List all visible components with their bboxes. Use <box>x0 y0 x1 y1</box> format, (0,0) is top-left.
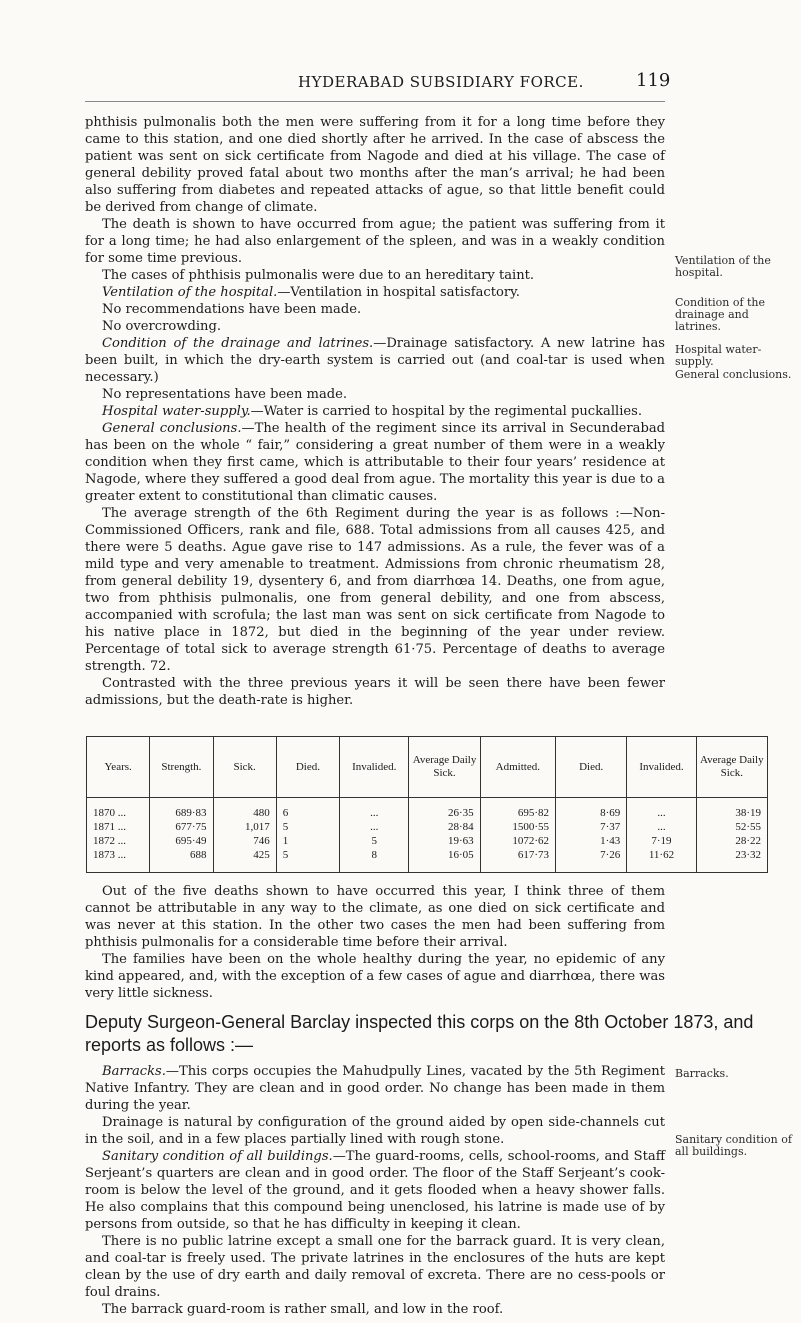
col-header: Years. <box>87 737 150 798</box>
table-row: 1870 ... 689·83 480 6 ... 26·35 695·82 8·69 ... 38·19 <box>87 798 768 821</box>
margin-note-barracks: Barracks. <box>675 1067 729 1080</box>
table-row: 1873 ... 688 425 5 8 16·05 617·73 7·26 11·62 23·32 <box>87 848 768 873</box>
statistics-table <box>86 736 768 873</box>
sanitary-label: Sanitary condition of all buildings. <box>102 1149 333 1164</box>
running-header <box>0 70 801 99</box>
margin-note-conclusions: General conclusions. <box>675 368 792 381</box>
page-number: 119 <box>636 70 671 91</box>
table-header-row <box>87 737 768 798</box>
paragraph-barracks: Barracks.—This corps occupies the Mahudpully Lines, vacated by the 5th Regiment Native Infantry. They are clean and in good order. No change has been made in them during the year. <box>85 1064 665 1113</box>
col-header: Admitted. <box>480 737 555 798</box>
paragraph: The average strength of the 6th Regiment during the year is as follows :—Non-Commissioned Officers, rank and file, 688. Total admissions from all causes 425, and there were 5 deaths. Ague gave rise to 147 admissions. As a rule, the fever was of a mild type and very amenable to treatment. Admissions from chronic rheumatism 28, from general debility 19, dysentery 6, and from diarrhœa 14. Deaths, one from ague, two from phthisis pulmonalis, one from general debility, and one from abscess, accompanied with scrofula; the last man was sent on sick certificate from Nagode to his native place in 1872, but died in the beginning of the year under review. Percentage of total sick to average strength 61·75. Percentage of deaths to average strength. 72. <box>85 506 665 674</box>
col-header: Invalided. <box>627 737 696 798</box>
paragraph: No recommendations have been made. <box>102 302 362 317</box>
paragraph: Contrasted with the three previous years it will be seen there have been fewer admissions, but the death-rate is higher. <box>85 676 665 708</box>
drainage-label: Condition of the drainage and latrines. <box>102 336 374 351</box>
table-row: 1872 ... 695·49 746 1 5 19·63 1072·62 1·43 7·19 28·22 <box>87 834 768 848</box>
table-row: 1871 ... 677·75 1,017 5 ... 28·84 1500·55 7·37 ... 52·55 <box>87 820 768 834</box>
margin-note-water: Hospital water-supply. <box>675 343 762 368</box>
col-header: Died. <box>276 737 339 798</box>
paragraph: phthisis pulmonalis both the men were suffering from it for a long time before they came to this station, and one died shortly after he arrived. In the case of abscess the patient was sent on sick certificate from Nagode and died at his village. The case of general debility proved fatal about two months after the man’s arrival; he had been also suffering from diabetes and repeated attacks of ague, so that little benefit could be derived from change of climate. <box>85 115 665 215</box>
paragraph: The death is shown to have occurred from ague; the patient was suffering from it for a long time; he had also enlargement of the spleen, and was in a weakly condition for some time previous. <box>85 217 665 266</box>
col-header: Sick. <box>213 737 276 798</box>
col-header: Average Daily Sick. <box>696 737 767 798</box>
paragraph-water: Hospital water-supply.—Water is carried to hospital by the regimental puckallies. <box>102 404 643 419</box>
section-heading: Deputy Surgeon-General Barclay inspected this corps on the 8th October 1873, and reports as follows :— <box>85 1012 754 1055</box>
paragraph-conclusions: General conclusions.—The health of the regiment since its arrival in Secunderabad has been on the whole “ fair,” considering a great number of them were in a weakly condition when they first came, which is attributable to their four years’ residence at Nagode, where they suffered a good deal from ague. The mortality this year is due to a greater extent to constitutional than climatic causes. <box>85 421 666 504</box>
paragraph: The families have been on the whole healthy during the year, no epidemic of any kind appeared, and, with the exception of a few cases of ague and diarrhœa, there was very little sickness. <box>85 952 665 1001</box>
running-title: HYDERABAD SUBSIDIARY FORCE. <box>298 73 584 91</box>
margin-note-ventilation: Ventilation of the hospital. <box>675 254 771 279</box>
paragraph: No overcrowding. <box>102 319 222 334</box>
paragraph-sanitary: Sanitary condition of all buildings.—The guard-rooms, cells, school-rooms, and Staff Serjeant’s quarters are clean and in good order. The floor of the Staff Serjeant’s cook-room is below the level of the ground, and it gets flooded when a heavy shower falls. He also complains that this compound being unenclosed, his latrine is made use of by persons from outside, so that he has difficulty in keeping it clean. <box>85 1149 665 1232</box>
water-label: Hospital water-supply. <box>102 404 251 419</box>
paragraph-drainage: Condition of the drainage and latrines.—Drainage satisfactory. A new latrine has been built, in which the dry-earth system is carried out (and coal-tar is used when necessary.) <box>85 336 666 385</box>
col-header: Died. <box>556 737 627 798</box>
barracks-label: Barracks. <box>102 1064 166 1079</box>
col-header: Strength. <box>150 737 213 798</box>
col-header: Invalided. <box>340 737 409 798</box>
text-block-bottom <box>85 1063 665 1318</box>
margin-note-sanitary: Sanitary condition of all buildings. <box>675 1133 792 1158</box>
paragraph: Out of the five deaths shown to have occurred this year, I think three of them cannot be attributable in any way to the climate, as one died on sick certificate and was never at this station. In the other two cases the men had been suffering from phthisis pulmonalis for a considerable time before their arrival. <box>85 884 665 950</box>
paragraph: There is no public latrine except a small one for the barrack guard. It is very clean, and coal-tar is freely used. The private latrines in the enclosures of the huts are kept clean by the use of dry earth and daily removal of excreta. There are no cess-pools or foul drains. <box>85 1234 665 1300</box>
col-header: Average Daily Sick. <box>409 737 480 798</box>
margin-note-drainage: Condition of the drainage and latrines. <box>675 296 766 333</box>
paragraph: Drainage is natural by configuration of the ground aided by open side-channels cut in the soil, and in a few places partially lined with rough stone. <box>85 1115 665 1147</box>
paragraph: The barrack guard-room is rather small, and low in the roof. <box>102 1302 504 1317</box>
text-block-after-table <box>85 883 665 1002</box>
paragraph-ventilation: Ventilation of the hospital.—Ventilation in hospital satisfactory. <box>102 285 520 300</box>
paragraph: No representations have been made. <box>102 387 348 402</box>
ventilation-label: Ventilation of the hospital. <box>102 285 278 300</box>
text-block-top <box>85 114 665 709</box>
paragraph: The cases of phthisis pulmonalis were due to an hereditary taint. <box>102 268 535 283</box>
conclusions-label: General conclusions. <box>102 421 242 436</box>
header-rule <box>85 101 665 102</box>
